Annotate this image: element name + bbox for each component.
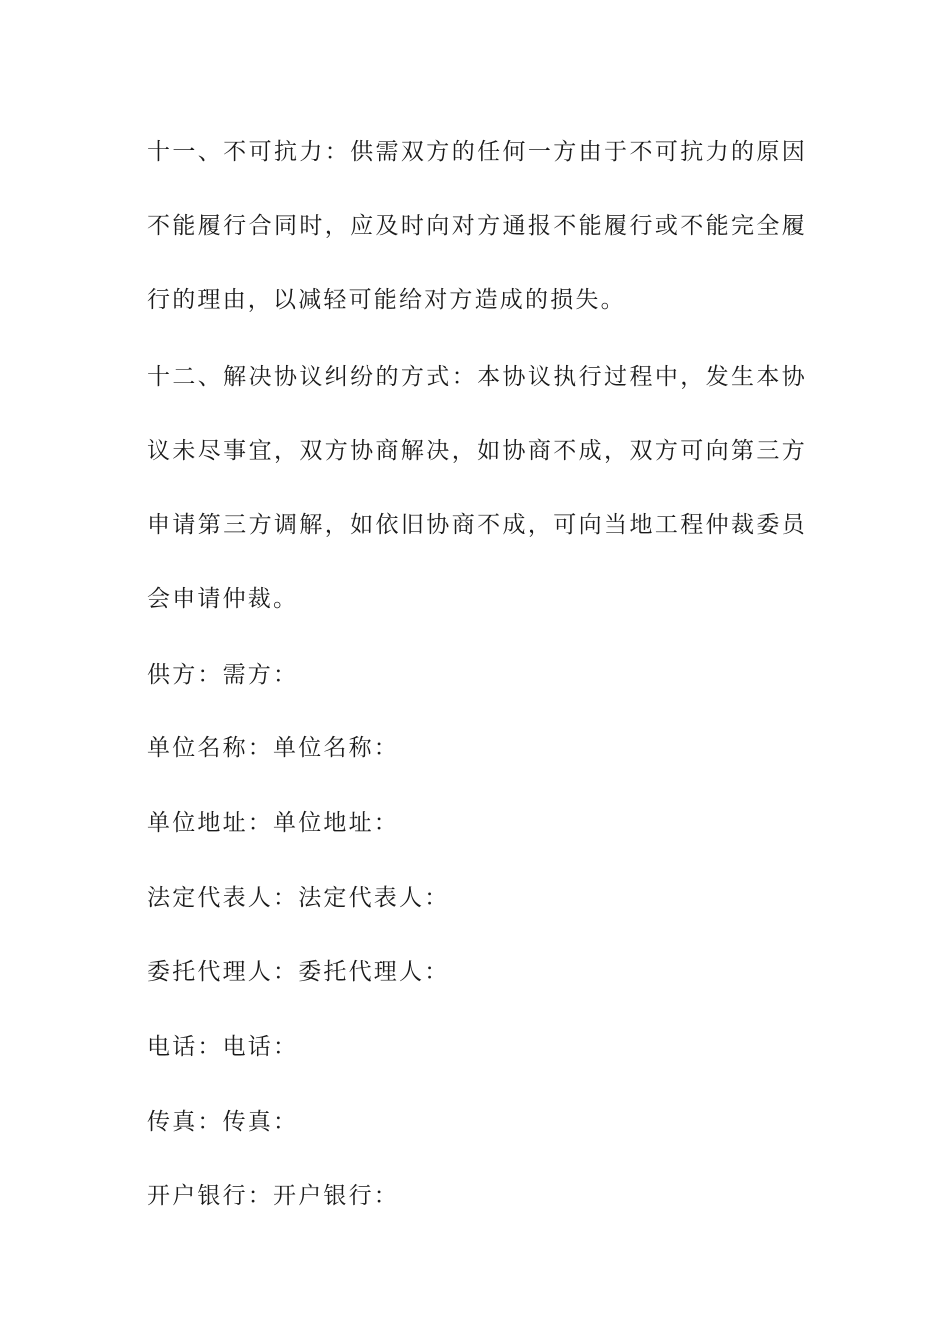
- unit-address-line: 单位地址：单位地址：: [147, 810, 399, 836]
- fax-line: 传真：传真：: [147, 1109, 299, 1135]
- parties-line: 供方：需方：: [147, 662, 299, 688]
- legal-representative-line: 法定代表人：法定代表人：: [147, 885, 450, 911]
- clause-dispute-resolution: 十二、解决协议纠纷的方式：本协议执行过程中，发生本协议未尽事宜，双方协商解决，如协商不成，双方可向第三方申请第三方调解，如依旧协商不成，可向当地工程仲裁委员会申请仲裁。: [147, 364, 807, 612]
- clause-force-majeure: 十一、不可抗力：供需双方的任何一方由于不可抗力的原因不能履行合同时，应及时向对方通报不能履行或不能完全履行的理由，以减轻可能给对方造成的损失。: [147, 139, 807, 313]
- unit-name-line: 单位名称：单位名称：: [147, 735, 399, 761]
- authorized-agent-line: 委托代理人：委托代理人：: [147, 959, 450, 985]
- bank-line: 开户银行：开户银行：: [147, 1183, 399, 1209]
- phone-line: 电话：电话：: [147, 1034, 299, 1060]
